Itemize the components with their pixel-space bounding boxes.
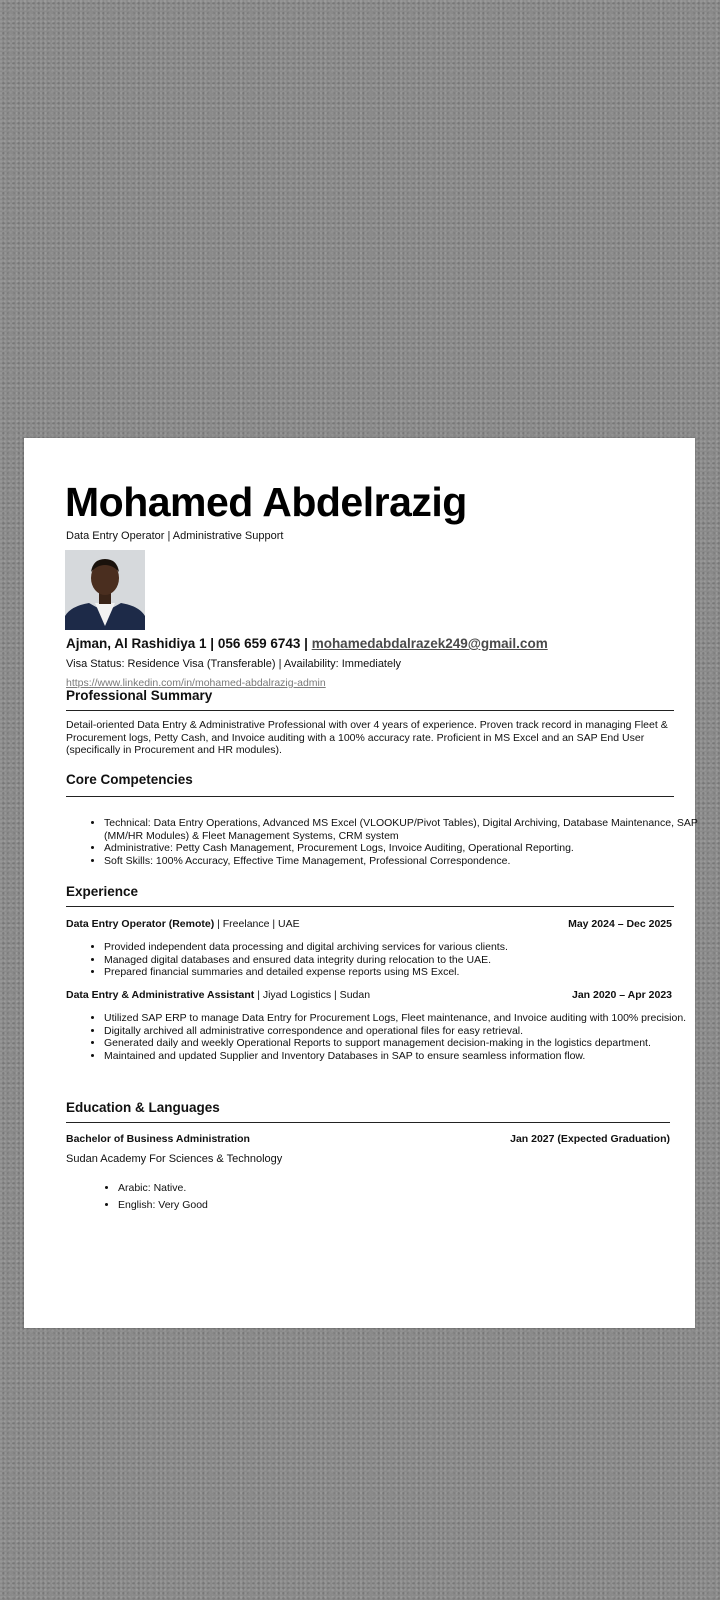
list-item: • English: Very Good <box>118 1199 208 1211</box>
list-item: • Generated daily and weekly Operational Reports to support management decision-making in the logistics department. <box>104 1037 712 1050</box>
section-title-summary: Professional Summary <box>66 688 213 703</box>
job-role: Data Entry Operator (Remote) <box>66 918 215 930</box>
contact-line <box>66 636 548 651</box>
summary-text: Detail-oriented Data Entry & Administrative Professional with over 4 years of experience. Proven track record in managing Fleet & Procurement logs, Petty Cash, and Invoice auditing with a 100% accuracy rate. Proficient in MS Excel and an SAP End User (specifically in Procurement and HR modules). <box>66 719 668 756</box>
visa-status: Visa Status: Residence Visa (Transferable) | Availability: Immediately <box>66 658 402 670</box>
list-item: • Provided independent data processing and digital archiving services for various clients. <box>104 941 712 954</box>
job-company: | Freelance | UAE <box>214 918 300 930</box>
section-divider <box>66 796 674 797</box>
section-divider <box>66 906 674 907</box>
candidate-subtitle: Data Entry Operator | Administrative Support <box>66 530 284 542</box>
job-dates: May 2024 – Dec 2025 <box>568 918 672 930</box>
job-role: Data Entry & Administrative Assistant <box>66 989 255 1001</box>
avatar <box>65 550 145 630</box>
candidate-name: Mohamed Abdelrazig <box>65 479 467 525</box>
competencies-list <box>66 817 712 867</box>
section-divider <box>66 710 674 711</box>
job-dates: Jan 2020 – Apr 2023 <box>571 989 672 1001</box>
email-link[interactable]: mohamedabdalrazek249@gmail.com <box>311 636 548 651</box>
list-item: • Digitally archived all administrative correspondence and operational files for easy retrieval. <box>104 1025 712 1038</box>
school-name: Sudan Academy For Sciences & Technology <box>66 1153 283 1165</box>
job-bullets <box>66 1012 712 1062</box>
linkedin-link[interactable]: https://www.linkedin.com/in/mohamed-abdalrazig-admin <box>66 677 326 689</box>
job-header <box>66 989 672 1001</box>
job-bullets <box>66 941 712 979</box>
education-header <box>66 1133 670 1145</box>
list-item: • Utilized SAP ERP to manage Data Entry for Procurement Logs, Fleet maintenance, and Invoice auditing with 100% precision. <box>104 1012 712 1025</box>
section-title-experience: Experience <box>66 884 139 899</box>
section-title-competencies: Core Competencies <box>66 772 193 787</box>
resume-page <box>24 438 698 1328</box>
languages-list <box>66 1182 208 1216</box>
section-divider <box>66 1122 670 1123</box>
list-item: • Managed digital databases and ensured data integrity during relocation to the UAE. <box>104 954 712 967</box>
section-title-education: Education & Languages <box>66 1100 220 1115</box>
list-item: • Arabic: Native. <box>118 1182 208 1194</box>
job-company: | Jiyad Logistics | Sudan <box>254 989 371 1001</box>
list-item: • Prepared financial summaries and detailed expense reports using MS Excel. <box>104 966 712 979</box>
list-item: • Soft Skills: 100% Accuracy, Effective Time Management, Professional Correspondence. <box>104 855 712 868</box>
job-title-line <box>66 989 370 1001</box>
list-item: • Maintained and updated Supplier and Inventory Databases in SAP to ensure seamless information flow. <box>104 1050 712 1063</box>
list-item: • Technical: Data Entry Operations, Advanced MS Excel (VLOOKUP/Pivot Tables), Digital Archiving, Database Maintenance, SAP (MM/HR Modules) & Fleet Management Systems, CRM system <box>104 817 712 842</box>
job-header <box>66 918 672 930</box>
degree: Bachelor of Business Administration <box>66 1133 250 1145</box>
job-title-line <box>66 918 300 930</box>
list-item: • Administrative: Petty Cash Management, Procurement Logs, Invoice Auditing, Operational Reporting. <box>104 842 712 855</box>
education-dates: Jan 2027 (Expected Graduation) <box>510 1133 670 1145</box>
profile-photo <box>65 550 145 630</box>
location-phone: Ajman, Al Rashidiya 1 | 056 659 6743 | <box>66 636 312 651</box>
